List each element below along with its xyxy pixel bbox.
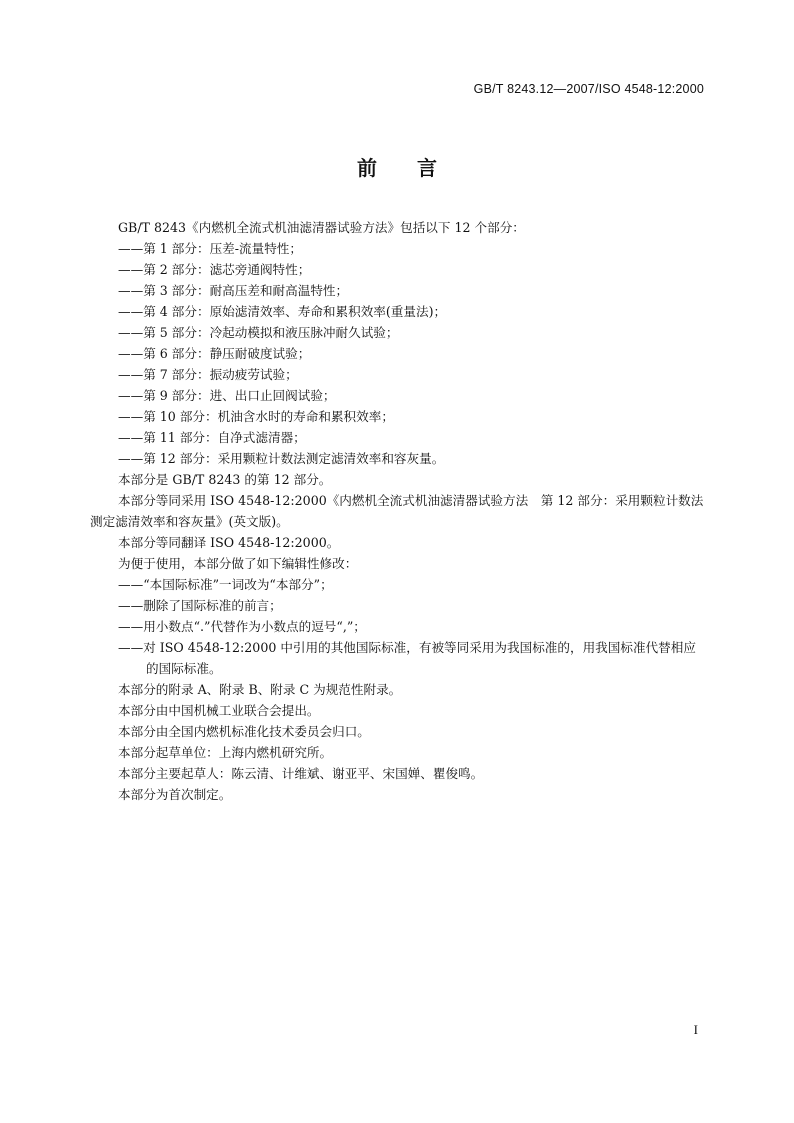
edits-list: [90, 574, 706, 679]
part-of-paragraph: 本部分是 GB/T 8243 的第 12 部分。: [118, 472, 332, 487]
list-item: ——第 9 部分：进、出口止回阀试验；: [118, 388, 336, 403]
page-number: I: [693, 1022, 698, 1037]
closing-paragraph: 本部分由全国内燃机标准化技术委员会归口。: [118, 724, 370, 739]
intro-paragraph: GB/T 8243《内燃机全流式机油滤清器试验方法》包括以下 12 个部分：: [118, 220, 525, 235]
title-char-1: 前: [357, 156, 377, 180]
list-item: ——第 5 部分：冷起动模拟和液压脉冲耐久试验；: [118, 325, 399, 340]
list-item: ——第 10 部分：机油含水时的寿命和累积效率；: [118, 409, 394, 424]
list-item: ——“本国际标准”一词改为“本部分”；: [118, 577, 333, 592]
list-item: ——对 ISO 4548-12:2000 中引用的其他国际标准，有被等同采用为我国标准的，用我国标准代替相应的国际标准。: [118, 640, 696, 676]
list-item: ——第 6 部分：静压耐破度试验；: [118, 346, 311, 361]
closing-paragraph: 本部分的附录 A、附录 B、附录 C 为规范性附录。: [118, 682, 402, 697]
list-item: ——第 3 部分：耐高压差和耐高温特性；: [118, 283, 349, 298]
edits-intro-paragraph: 为便于使用，本部分做了如下编辑性修改：: [118, 556, 358, 571]
page-title: [0, 152, 794, 181]
list-item: ——用小数点“.”代替作为小数点的逗号“,”；: [118, 619, 366, 634]
list-item: ——第 7 部分：振动疲劳试验；: [118, 367, 298, 382]
list-item: ——第 11 部分：自净式滤清器；: [118, 430, 306, 445]
list-item: ——第 12 部分：采用颗粒计数法测定滤清效率和容灰量。: [118, 451, 445, 466]
foreword-body: [90, 217, 706, 805]
list-item: ——第 2 部分：滤芯旁通阀特性；: [118, 262, 311, 277]
closing-paragraph: 本部分为首次制定。: [118, 787, 232, 802]
translation-paragraph: 本部分等同翻译 ISO 4548-12:2000。: [118, 535, 340, 550]
closing-paragraph: 本部分起草单位：上海内燃机研究所。: [118, 745, 333, 760]
list-item: ——第 1 部分：压差-流量特性；: [118, 241, 302, 256]
closing-paragraph: 本部分主要起草人：陈云清、计维斌、谢亚平、宋国婵、瞿俊鸣。: [118, 766, 484, 781]
list-item: ——删除了国际标准的前言；: [118, 598, 282, 613]
parts-list: [90, 238, 706, 469]
equivalent-paragraph: 本部分等同采用 ISO 4548-12:2000《内燃机全流式机油滤清器试验方法 第 12 部分：采用颗粒计数法测定滤清效率和容灰量》(英文版)。: [90, 493, 704, 529]
title-char-2: 言: [417, 156, 437, 180]
standard-number-header: GB/T 8243.12—2007/ISO 4548-12:2000: [473, 82, 704, 96]
closing-paragraph: 本部分由中国机械工业联合会提出。: [118, 703, 320, 718]
list-item: ——第 4 部分：原始滤清效率、寿命和累积效率(重量法)；: [118, 304, 447, 319]
